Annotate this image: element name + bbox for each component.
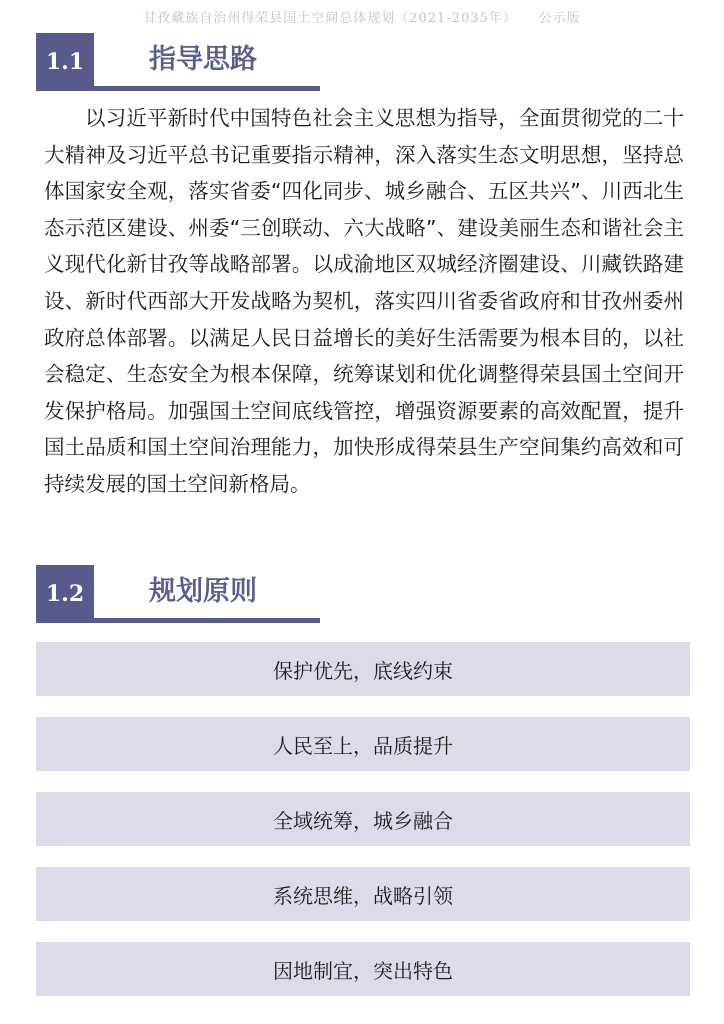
document-title: 甘孜藏族自治州得荣县国土空间总体规划（2021-2035年）: [143, 11, 517, 26]
principle-item: [36, 792, 690, 846]
section-underline: [94, 618, 320, 623]
principle-label: 全域统筹，城乡融合: [273, 808, 453, 833]
principle-label: 系统思维，战略引领: [273, 883, 453, 908]
edition-label: 公示版: [538, 11, 581, 26]
principle-item: [36, 717, 690, 771]
section-title: 指导思路: [149, 44, 257, 75]
running-header: [0, 7, 724, 26]
section-number: 1.1: [36, 33, 94, 91]
section-underline: [94, 86, 320, 91]
principle-label: 人民至上，品质提升: [273, 733, 453, 758]
section-number: 1.2: [36, 565, 94, 623]
section-title: 规划原则: [149, 576, 257, 607]
principle-item: [36, 867, 690, 921]
principle-label: 因地制宜，突出特色: [273, 958, 453, 983]
principle-item: [36, 942, 690, 996]
principle-label: 保护优先，底线约束: [273, 658, 453, 683]
principle-item: [36, 642, 690, 696]
section-heading-1-1: [36, 33, 320, 91]
section-heading-1-2: [36, 565, 320, 623]
guiding-ideas-paragraph: 以习近平新时代中国特色社会主义思想为指导，全面贯彻党的二十大精神及习近平总书记重要指示精神，深入落实生态文明思想，坚持总体国家安全观，落实省委“四化同步、城乡融合、五区共兴”、川西北生态示范区建设、州委“三创联动、六大战略”、建设美丽生态和谐社会主义现代化新甘孜等战略部署。以成渝地区双城经济圈建设、川藏铁路建设、新时代西部大开发战略为契机，落实四川省委省政府和甘孜州委州政府总体部署。以满足人民日益增长的美好生活需要为根本目的，以社会稳定、生态安全为根本保障，统筹谋划和优化调整得荣县国土空间开发保护格局。加强国土空间底线管控，增强资源要素的高效配置，提升国土品质和国土空间治理能力，加快形成得荣县生产空间集约高效和可持续发展的国土空间新格局。: [44, 106, 684, 496]
